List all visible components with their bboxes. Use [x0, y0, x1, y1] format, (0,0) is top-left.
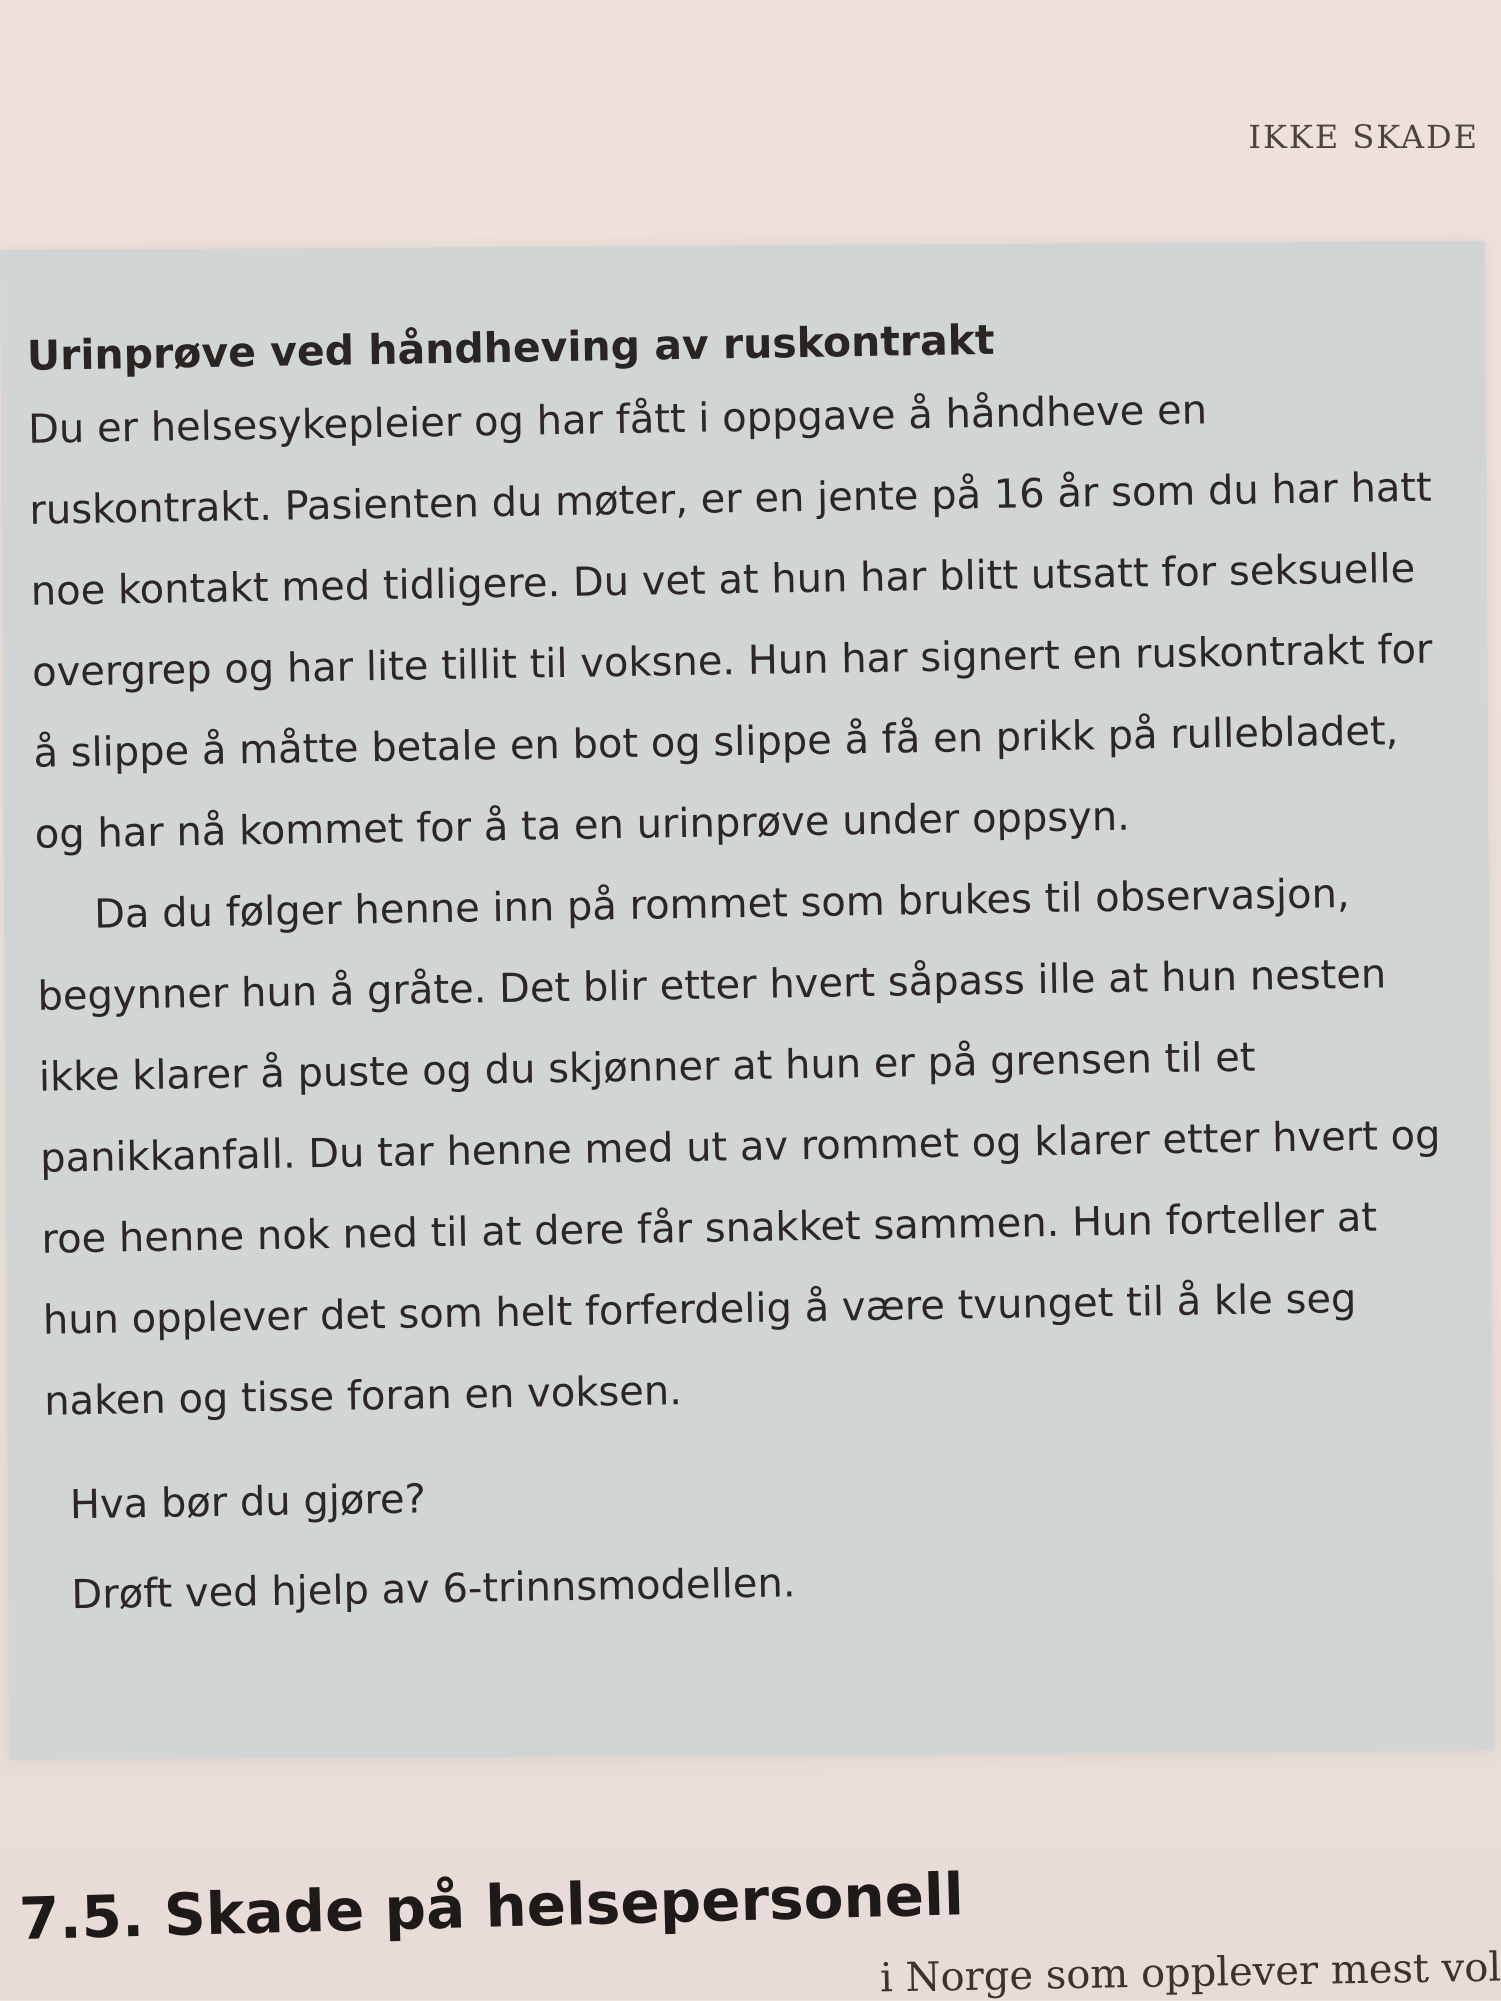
case-task: Drøft ved hjelp av 6-trinnsmodellen.: [71, 1560, 796, 1619]
case-box: [0, 241, 1494, 1760]
case-question: Hva bør du gjøre?: [69, 1476, 427, 1529]
case-paragraph-2: Da du følger henne inn på rommet som brukes til observasjon, begynner hun å gråte. Det blir etter hvert såpass ille at hun nesten ikke klarer å puste og du skjønner at hun er på grensen til et panikkanfall. Du tar henne med ut av rommet og klarer etter hvert og roe henne nok ned til at dere får snakket sammen. Hun forteller at hun opplever det som helt forferdelig å være tvunget til å kle seg naken og tisse foran en voksen.: [37, 870, 1441, 1425]
next-text-fragment: i Norge som opplever mest vol: [879, 1944, 1501, 2001]
running-head: IKKE SKADE: [1248, 118, 1479, 156]
case-paragraph-1: Du er helsesykepleier og har fått i oppgave å håndheve en ruskontrakt. Pasienten du møter, er en jente på 16 år som du har hatt noe kontakt med tidligere. Du vet at hun har blitt utsatt for seksuelle overgrep og har lite tillit til voksne. Hun har signert en ruskontrakt for å slippe å måtte betale en bot og slippe å få en prikk på rullebladet, og har nå kommet for å ta en urinprøve under oppsyn.: [27, 387, 1433, 858]
case-title: Urinprøve ved håndheving av ruskontrakt: [26, 315, 995, 380]
section-heading: 7.5. Skade på helsepersonell: [18, 1860, 965, 1953]
case-content: [27, 308, 1468, 1618]
